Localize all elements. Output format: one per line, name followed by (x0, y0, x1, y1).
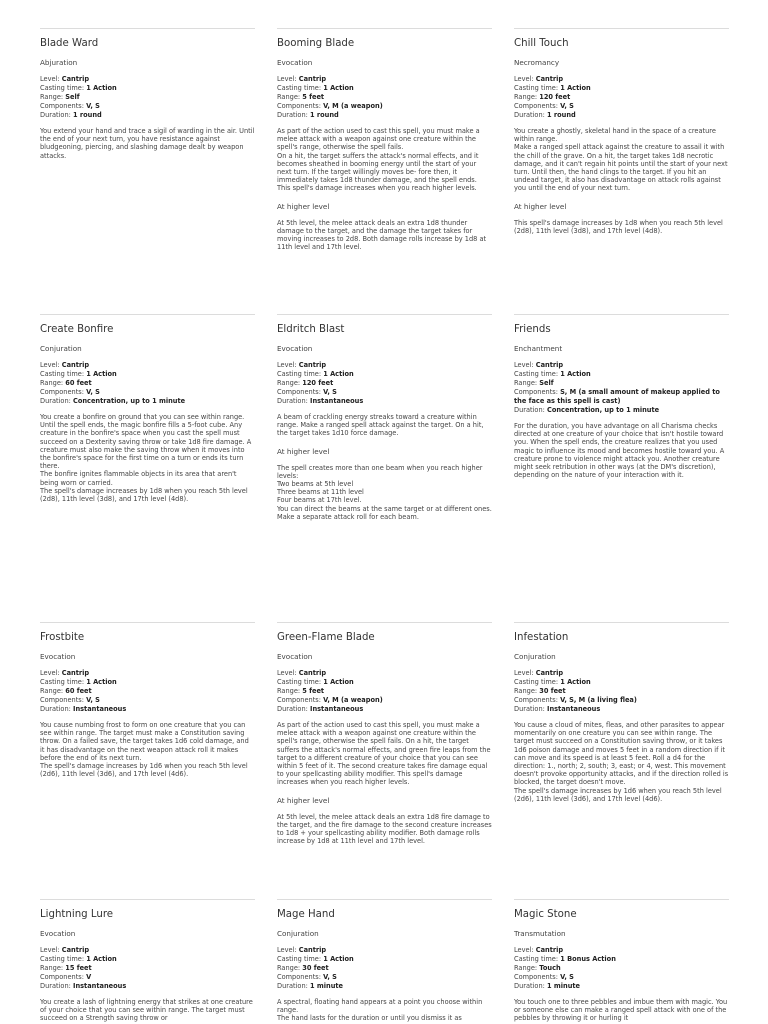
spell-casting-time: 1 Action (323, 678, 354, 686)
spell-stats: Level: Cantrip Casting time: 1 Bonus Action Range: Touch Components: V, S Duration: 1 minute (514, 946, 616, 990)
spell-school: Enchantment (514, 344, 563, 353)
higher-level-heading: At higher level (277, 201, 330, 211)
spell-description: You create a bonfire on ground that you can see within range. Until the spell ends, the magic bonfire fills a 5-foot cube. Any creature in the bonfire's space when you cast the spell must succeed on a Dexterity saving throw or take 1d8 fire damage. A creature must also make the saving throw when it moves into the bonfire's space for the first time on a turn or ends its turn there. The bonfire ignites flammable objects in its area that aren't being worn or carried. The spell's damage increases by 1d8 when you reach 5th level (2d8), 11th level (3d8), and 17th level (4d8). (40, 413, 252, 504)
spell-range: 15 feet (65, 964, 92, 972)
spell-school: Abjuration (40, 58, 78, 67)
spell-school: Evocation (277, 58, 313, 67)
spell-casting-time: 1 Action (86, 955, 117, 963)
spell-level: Cantrip (61, 75, 90, 83)
spell-level: Cantrip (535, 361, 564, 369)
higher-level-heading: At higher level (514, 201, 567, 211)
spell-description: You touch one to three pebbles and imbue them with magic. You or someone else can make a ranged spell attack with one of the pebbles by throwing it or hurling it (514, 998, 728, 1023)
spell-level: Cantrip (298, 75, 327, 83)
spell-school: Necromancy (514, 58, 560, 67)
spell-name: Green-Flame Blade (277, 632, 375, 643)
spell-stats: Level: Cantrip Casting time: 1 Action Range: Self Components: S, M (a small amount of makeup applied to the face as this spell is cast) Duration: Concentration, up to 1 minute (514, 361, 720, 414)
spell-description: You create a lash of lightning energy that strikes at one creature of your choice that you can see within range. The target must succeed on a Strength saving throw or (40, 998, 253, 1023)
spell-range: 60 feet (65, 379, 92, 387)
spell-range: 120 feet (302, 379, 334, 387)
spell-name: Magic Stone (514, 909, 577, 920)
spell-stats: Level: Cantrip Casting time: 1 Action Range: 120 feet Components: V, S Duration: 1 round (514, 75, 591, 119)
spell-components: V, S (323, 973, 337, 981)
spell-description: For the duration, you have advantage on all Charisma checks directed at one creature of your choice that isn't hostile toward you. When the spell ends, the creature realizes that you used magic to influence its mood and becomes hostile toward you. A creature prone to violence might attack you. Another creature might seek retribution in other ways (at the DM's discretion), depending on the nature of your interaction with it. (514, 422, 725, 480)
spell-description: A spectral, floating hand appears at a point you choose within range. The hand lasts for the duration or until you dismiss it as (277, 998, 483, 1023)
spell-description: You cause a cloud of mites, fleas, and other parasites to appear momentarily on one creature you can see within range. The target must succeed on a Constitution saving throw, or it takes 1d6 poison damage and moves 5 feet in a random direction if it can move and its speed is at least 5 feet. Roll a d4 for the direction: 1., north; 2, south; 3, east; or 4, west. This movement doesn't provoke opportunity attacks, and if the direction rolled is blocked, the target doesn't move. The spell's damage increases by 1d6 when you reach 5th level (2d6), 11th level (3d6), and 17th level (4d6). (514, 721, 729, 803)
spell-level: Cantrip (298, 669, 327, 677)
spell-card-friends (514, 314, 729, 479)
spell-casting-time: 1 Action (86, 84, 117, 92)
spell-name: Create Bonfire (40, 324, 114, 335)
spell-casting-time: 1 Action (323, 955, 354, 963)
spell-card-infestation (514, 622, 729, 803)
spell-stats: Level: Cantrip Casting time: 1 Action Range: Self Components: V, S Duration: 1 round (40, 75, 117, 119)
spell-level: Cantrip (61, 946, 90, 954)
spell-school: Conjuration (40, 344, 82, 353)
spell-description: You cause numbing frost to form on one creature that you can see within range. The target must make a Constitution saving throw. On a failed save, the target takes 1d6 cold damage, and it has disadvantage on the next weapon attack roll it makes before the end of its next turn. The spell's damage increases by 1d6 when you reach 5th level (2d6), 11th level (3d6), and 17th level (4d6). (40, 721, 249, 779)
spell-level: Cantrip (535, 75, 564, 83)
spell-stats: Level: Cantrip Casting time: 1 Action Range: 5 feet Components: V, M (a weapon) Duration: 1 round (277, 75, 383, 119)
spell-range: Touch (539, 964, 561, 972)
spell-range: 5 feet (302, 687, 325, 695)
spell-casting-time: 1 Bonus Action (560, 955, 616, 963)
spell-duration: Concentration, up to 1 minute (546, 406, 660, 414)
spell-description: As part of the action used to cast this spell, you must make a melee attack with a weapon against one creature within the spell's range, otherwise the spell fails. On a hit, the target suffers the attack's normal effects, and green fire leaps from the target to a different creature of your choice that you can see within 5 feet of it. The second creature takes fire damage equal to your spellcasting ability modifier. This spell's damage increases when you reach higher levels. (277, 721, 491, 787)
spell-card-booming-blade (277, 28, 492, 251)
spell-duration: Instantaneous (72, 982, 127, 990)
spell-components: V, S (560, 102, 574, 110)
spell-name: Booming Blade (277, 38, 355, 49)
spell-casting-time: 1 Action (323, 370, 354, 378)
spell-school: Transmutation (514, 929, 566, 938)
spell-components: V, S (560, 973, 574, 981)
spell-level: Cantrip (61, 361, 90, 369)
spell-duration: Instantaneous (309, 397, 364, 405)
spell-level: Cantrip (298, 361, 327, 369)
spell-stats: Level: Cantrip Casting time: 1 Action Range: 60 feet Components: V, S Duration: Instantaneous (40, 669, 127, 713)
spell-range: 60 feet (65, 687, 92, 695)
spell-components: V, S, M (a living flea) (560, 696, 637, 704)
spell-name: Friends (514, 324, 551, 335)
spell-duration: 1 round (72, 111, 102, 119)
spell-name: Blade Ward (40, 38, 99, 49)
spell-card-eldritch-blast (277, 314, 492, 521)
spell-range: 30 feet (302, 964, 329, 972)
spell-card-mage-hand (277, 899, 492, 1023)
spell-card-lightning-lure (40, 899, 255, 1023)
spell-range: Self (65, 93, 80, 101)
spell-school: Evocation (40, 929, 76, 938)
spell-components: V, S (86, 388, 100, 396)
spell-casting-time: 1 Action (560, 370, 591, 378)
spell-description: You create a ghostly, skeletal hand in the space of a creature within range. Make a ranged spell attack against the creature to assail it with the chill of the grave. On a hit, the target takes 1d8 necrotic damage, and it can't regain hit points until the start of your next turn. Until then, the hand clings to the target. If you hit an undead target, it also has disadvantage on attack rolls against you until the end of your next turn. (514, 127, 728, 193)
spell-card-frostbite (40, 622, 255, 778)
spell-components: V, S (86, 696, 100, 704)
higher-level-text: The spell creates more than one beam when you reach higher levels: Two beams at 5th level Three beams at 11th level Four beams at 17th level. You can direct the beams at the same target or at different ones. Make a separate attack roll for each beam. (277, 463, 492, 521)
spell-duration: 1 minute (309, 982, 344, 990)
spell-duration: 1 round (546, 111, 576, 119)
spell-school: Evocation (277, 344, 313, 353)
spell-card-chill-touch (514, 28, 729, 235)
spell-school: Evocation (277, 652, 313, 661)
spell-stats: Level: Cantrip Casting time: 1 Action Range: 60 feet Components: V, S Duration: Concentration, up to 1 minute (40, 361, 186, 405)
higher-level-heading: At higher level (277, 446, 330, 456)
spell-stats: Level: Cantrip Casting time: 1 Action Range: 30 feet Components: V, S, M (a living flea) Duration: Instantaneous (514, 669, 637, 713)
spell-duration: 1 minute (546, 982, 581, 990)
spell-casting-time: 1 Action (560, 84, 591, 92)
spell-duration: Instantaneous (72, 705, 127, 713)
spell-description: A beam of crackling energy streaks toward a creature within range. Make a ranged spell attack against the target. On a hit, the target takes 1d10 force damage. (277, 413, 484, 438)
spell-components: V (86, 973, 92, 981)
spell-name: Chill Touch (514, 38, 569, 49)
spell-school: Conjuration (514, 652, 556, 661)
spell-range: 30 feet (539, 687, 566, 695)
spell-name: Mage Hand (277, 909, 335, 920)
spell-card-create-bonfire (40, 314, 255, 503)
spell-level: Cantrip (298, 946, 327, 954)
spell-level: Cantrip (535, 669, 564, 677)
spell-description: As part of the action used to cast this spell, you must make a melee attack with a weapon against one creature within the spell's range, otherwise the spell fails. On a hit, the target suffers the attack's normal effects, and it becomes sheathed in booming energy until the start of your next turn. If the target willingly moves be- fore then, it immediately takes 1d8 thunder damage, and the spell ends. This spell's damage increases when you reach higher levels. (277, 127, 480, 193)
spell-duration: 1 round (309, 111, 339, 119)
spell-range: Self (539, 379, 554, 387)
spell-level: Cantrip (535, 946, 564, 954)
spell-card-magic-stone (514, 899, 729, 1023)
spell-components: V, S (86, 102, 100, 110)
higher-level-text: At 5th level, the melee attack deals an extra 1d8 thunder damage to the target, and the damage the target takes for moving increases to 2d8. Both damage rolls increase by 1d8 at 11th level and 17th level. (277, 218, 487, 252)
spell-casting-time: 1 Action (86, 678, 117, 686)
spell-casting-time: 1 Action (560, 678, 591, 686)
spell-stats: Level: Cantrip Casting time: 1 Action Range: 15 feet Components: V Duration: Instantaneous (40, 946, 127, 990)
spell-components: S, M (a small amount of makeup applied to the face as this spell is cast) (514, 388, 720, 405)
spell-card-green-flame-blade (277, 622, 492, 845)
higher-level-text: This spell's damage increases by 1d8 when you reach 5th level (2d8), 11th level (3d8), and 17th level (4d8). (514, 218, 723, 235)
spell-components: V, S (323, 388, 337, 396)
spell-casting-time: 1 Action (323, 84, 354, 92)
spell-stats: Level: Cantrip Casting time: 1 Action Range: 30 feet Components: V, S Duration: 1 minute (277, 946, 354, 990)
spell-name: Lightning Lure (40, 909, 114, 920)
higher-level-text: At 5th level, the melee attack deals an extra 1d8 fire damage to the target, and the fire damage to the second creature increases to 1d8 + your spellcasting ability modifier. Both damage rolls increase by 1d8 at 11th level and 17th level. (277, 812, 492, 846)
spell-range: 5 feet (302, 93, 325, 101)
spell-duration: Instantaneous (309, 705, 364, 713)
spell-range: 120 feet (539, 93, 571, 101)
spell-level: Cantrip (61, 669, 90, 677)
spell-school: Evocation (40, 652, 76, 661)
spell-name: Infestation (514, 632, 569, 643)
spell-school: Conjuration (277, 929, 319, 938)
spell-components: V, M (a weapon) (323, 102, 383, 110)
spell-casting-time: 1 Action (86, 370, 117, 378)
spell-description: You extend your hand and trace a sigil of warding in the air. Until the end of your next turn, you have resistance against bludgeoning, piercing, and slashing damage dealt by weapon attacks. (40, 127, 255, 160)
higher-level-heading: At higher level (277, 795, 330, 805)
spell-components: V, M (a weapon) (323, 696, 383, 704)
spell-name: Frostbite (40, 632, 85, 643)
spell-stats: Level: Cantrip Casting time: 1 Action Range: 5 feet Components: V, M (a weapon) Duration: Instantaneous (277, 669, 383, 713)
spell-name: Eldritch Blast (277, 324, 345, 335)
spell-duration: Concentration, up to 1 minute (72, 397, 186, 405)
spell-card-blade-ward (40, 28, 255, 160)
spell-duration: Instantaneous (546, 705, 601, 713)
spell-stats: Level: Cantrip Casting time: 1 Action Range: 120 feet Components: V, S Duration: Instantaneous (277, 361, 364, 405)
